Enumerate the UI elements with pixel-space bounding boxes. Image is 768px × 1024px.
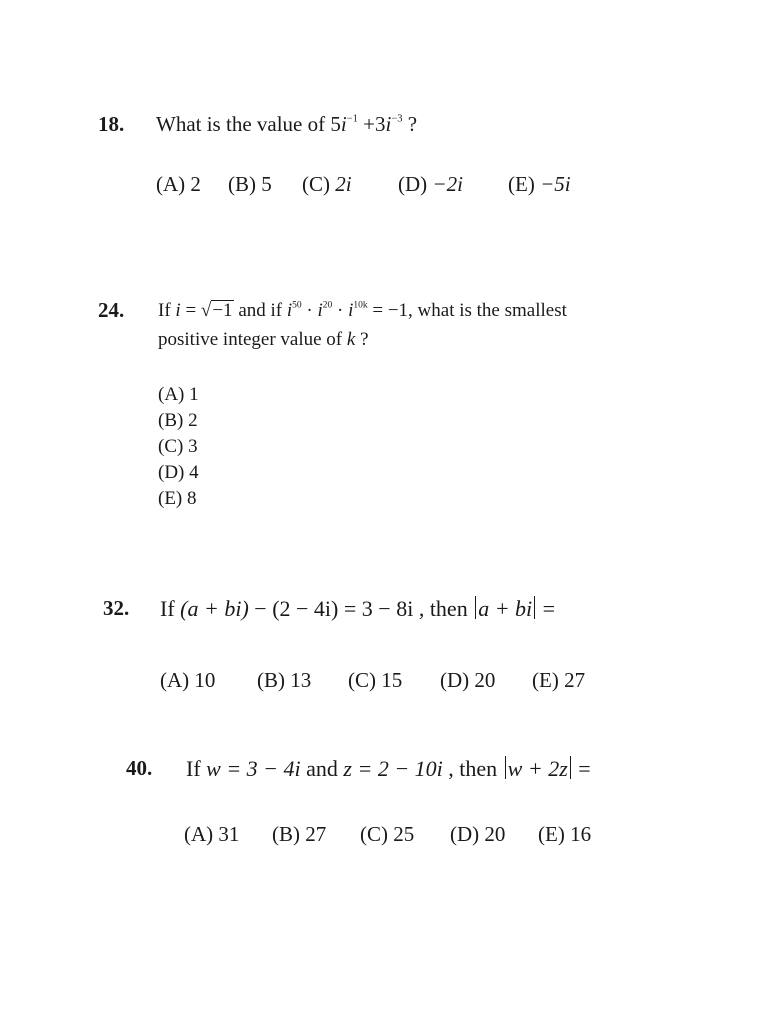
abs-bar-left [475, 596, 476, 619]
question-number: 18. [98, 112, 125, 136]
abs-bar-left [505, 756, 506, 779]
option-b: (B) 27 [272, 822, 327, 846]
expression-a-plus-bi: (a + bi) [180, 595, 249, 621]
option-a: (A) 2 [156, 172, 201, 196]
math-variable: i [385, 112, 392, 136]
option-c: (C) 2i [302, 172, 352, 196]
question-prompt: What is the value of [156, 112, 331, 136]
option-e: (E) 27 [532, 668, 586, 692]
option-d: (D) 20 [450, 822, 506, 846]
option-c: (C) 25 [360, 822, 415, 846]
expression-w: w = 3 − 4i [206, 755, 301, 781]
option-e: (E) 16 [538, 822, 592, 846]
option-b: (B) 13 [257, 668, 312, 692]
option-d: (D) 4 [158, 462, 199, 483]
expression-2-minus-4i: (2 − 4i) [272, 595, 339, 621]
math-operator: + [357, 112, 375, 136]
expression-z: z = 2 − 10i [343, 755, 443, 781]
question-text-line-1: If i = √−1 and if $i^{50} \cdot i^{20} \cdot i^{10k} = -1$, what is the smallest [158, 300, 567, 321]
square-root: −1 [212, 300, 233, 321]
option-b: (B) 5 [228, 172, 272, 196]
question-number: 32. [103, 596, 130, 620]
option-e: (E) 8 [158, 488, 197, 509]
absolute-value-expression: w + 2z [507, 755, 568, 781]
option-d: (D) −2i [398, 172, 463, 196]
question-text [156, 114, 417, 135]
option-a: (A) 31 [184, 822, 240, 846]
question-text: If w = 3 − 4i and z = 2 − 10i , then w + 2z = [186, 755, 591, 781]
option-e: (E) −5i [508, 172, 571, 196]
question-text-line-2: positive integer value of k ? [158, 329, 369, 350]
option-c: (C) 3 [158, 436, 198, 457]
math-exponent: −3 [391, 113, 403, 125]
abs-bar-right [570, 756, 571, 779]
math-variable: i [340, 112, 347, 136]
option-b: (B) 2 [158, 410, 198, 431]
math-coefficient: 5 [330, 112, 341, 136]
absolute-value-expression: a + bi [478, 595, 533, 621]
option-a: (A) 10 [160, 668, 216, 692]
question-number: 40. [126, 756, 153, 780]
question-text: If (a + bi) − (2 − 4i) = 3 − 8i , then a + bi = [160, 595, 556, 621]
question-mark: ? [402, 112, 418, 136]
option-c: (C) 15 [348, 668, 403, 692]
option-d: (D) 20 [440, 668, 496, 692]
option-a: (A) 1 [158, 384, 199, 405]
question-number: 24. [98, 298, 125, 322]
math-coefficient: 3 [374, 112, 386, 136]
abs-bar-right [534, 596, 535, 619]
math-exponent: −1 [346, 113, 358, 125]
